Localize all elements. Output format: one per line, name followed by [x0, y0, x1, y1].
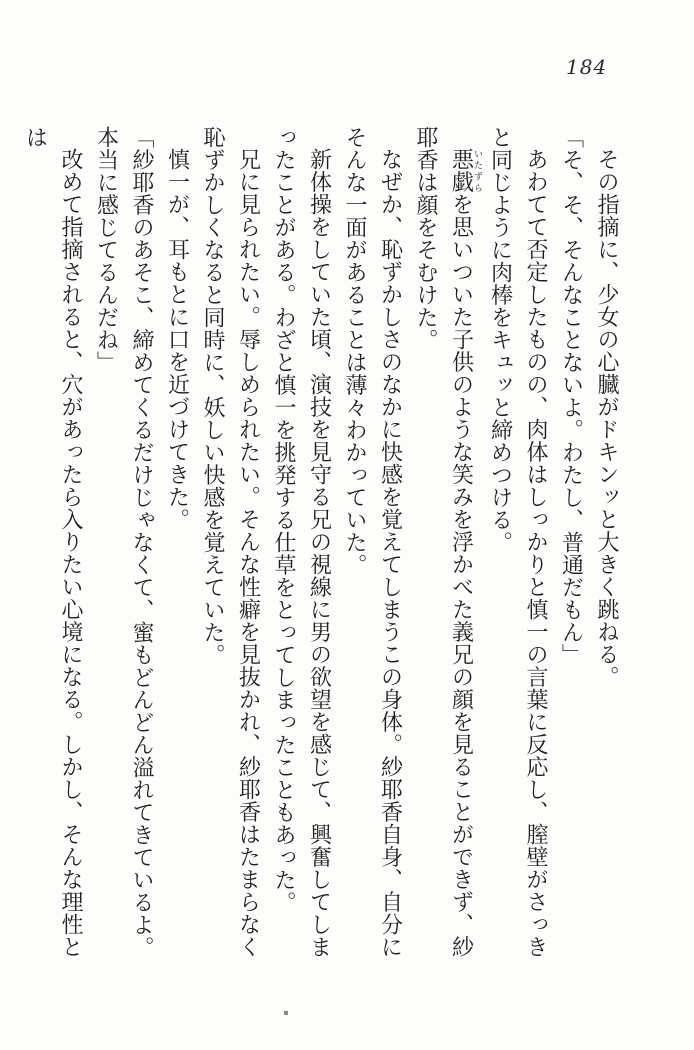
paragraph: 兄に見られたい。辱しめられたい。そんな性癖を見抜かれ、紗耶香はたまらなく恥ずかしくなると同時に、妖しい快感を覚えていた。 [200, 126, 261, 958]
paragraph: 「そ、そ、そんなことないよ。わたし、普通だもん」 [558, 126, 584, 666]
paragraph: その指摘に、少女の心臓がドキンッと大きく跳ねる。 [594, 148, 619, 688]
page-number: 184 [566, 55, 608, 79]
paragraph: 悪戯いたずらを思いついた子供のような笑みを浮かべた義兄の顔を見ることができず、紗耶香は顔をそむけた。 [413, 126, 482, 958]
paragraph: 慎一が、耳もとに口を近づけてきた。 [164, 148, 190, 531]
paragraph: あわてて否定したものの、肉体はしっかりと慎一の言葉に反応し、膣壁がさっきと同じように肉棒をキュッと締めつける。 [487, 126, 548, 958]
paragraph: 「紗耶香のあそこ、締めてくるだけじゃなくて、蜜もどんどん溢れてきているよ。本当に感じてるんだね」 [93, 126, 154, 959]
body-text [22, 126, 624, 976]
paragraph: 新体操をしていた頃、演技を見守る兄の視線に男の欲望を感じて、興奮してしまったことがある。わざと慎一を挑発する仕草をとってしまったこともあった。 [271, 126, 332, 958]
furigana-annotated-word: 悪戯いたずら [448, 148, 482, 193]
paragraph: 改めて指摘されると、穴があったら入りたい心境になる。しかし、そんな理性とは [22, 126, 83, 958]
scan-speck [284, 1011, 288, 1015]
furigana: いたずら [472, 148, 482, 193]
paragraph: なぜか、恥ずかしさのなかに快感を覚えてしまうこの身体。紗耶香自身、自分にそんな一面があることは薄々わかっていた。 [342, 126, 403, 958]
